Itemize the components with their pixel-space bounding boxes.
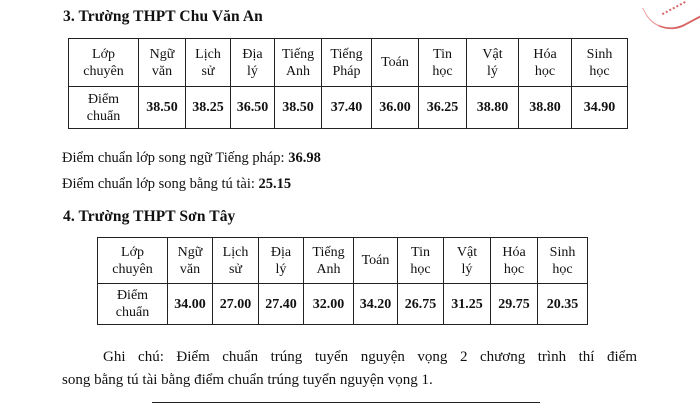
subject-header: Vật lý <box>444 238 491 284</box>
closing-divider <box>152 402 540 403</box>
subject-header: Hóa học <box>491 238 538 284</box>
score-cell: 38.50 <box>275 87 322 129</box>
score-cell: 34.90 <box>572 87 628 129</box>
score-cell: 27.00 <box>213 284 259 325</box>
score-cell: 29.75 <box>491 284 538 325</box>
subject-header: Tin học <box>419 39 467 87</box>
baccalaureate-note: Điểm chuẩn lớp song bằng tú tài: 25.15 <box>62 176 292 192</box>
score-cell: 34.00 <box>168 284 213 325</box>
subject-header: Tiếng Pháp <box>322 39 372 87</box>
score-cell: 36.50 <box>231 87 275 129</box>
footnote-line-2: song bằng tú tài bằng điểm chuẩn trúng tuyển nguyện vọng 1. <box>62 372 433 388</box>
subject-header: Hóa học <box>519 39 572 87</box>
subject-header: Địa lý <box>231 39 275 87</box>
footnote-line-1: Ghi chú: Điểm chuẩn trúng tuyển nguyện vọng 2 chương trình thí điểm <box>103 349 637 365</box>
subject-header: Sinh học <box>538 238 588 284</box>
section-4-title: 4. Trường THPT Sơn Tây <box>63 208 236 225</box>
subject-header: Vật lý <box>467 39 519 87</box>
subject-header: Ngữ văn <box>139 39 186 87</box>
subject-header: Tin học <box>398 238 444 284</box>
son-tay-score-table <box>97 237 588 325</box>
score-cell: 27.40 <box>259 284 304 325</box>
score-cell: 37.40 <box>322 87 372 129</box>
score-cell: 36.00 <box>372 87 419 129</box>
subject-header: Sinh học <box>572 39 628 87</box>
header-label-cell: Lớp chuyên <box>98 238 168 284</box>
subject-header: Lịch sử <box>186 39 231 87</box>
section-3-title: 3. Trường THPT Chu Văn An <box>63 8 263 25</box>
subject-header: Tiếng Anh <box>304 238 354 284</box>
official-stamp-mark <box>642 0 700 40</box>
subject-header: Toán <box>354 238 398 284</box>
score-cell: 36.25 <box>419 87 467 129</box>
score-cell: 32.00 <box>304 284 354 325</box>
bilingual-french-note: Điểm chuẩn lớp song ngữ Tiếng pháp: 36.98 <box>62 150 321 166</box>
score-cell: 34.20 <box>354 284 398 325</box>
score-cell: 38.80 <box>519 87 572 129</box>
chu-van-an-score-table <box>68 38 628 129</box>
score-cell: 38.25 <box>186 87 231 129</box>
subject-header: Toán <box>372 39 419 87</box>
subject-header: Tiếng Anh <box>275 39 322 87</box>
row-label-cell: Điểm chuẩn <box>69 87 139 129</box>
subject-header: Ngữ văn <box>168 238 213 284</box>
subject-header: Địa lý <box>259 238 304 284</box>
score-cell: 26.75 <box>398 284 444 325</box>
score-cell: 38.50 <box>139 87 186 129</box>
score-cell: 20.35 <box>538 284 588 325</box>
footnote <box>62 346 637 392</box>
score-cell: 38.80 <box>467 87 519 129</box>
row-label-cell: Điểm chuẩn <box>98 284 168 325</box>
subject-header: Lịch sử <box>213 238 259 284</box>
header-label-cell: Lớp chuyên <box>69 39 139 87</box>
score-cell: 31.25 <box>444 284 491 325</box>
